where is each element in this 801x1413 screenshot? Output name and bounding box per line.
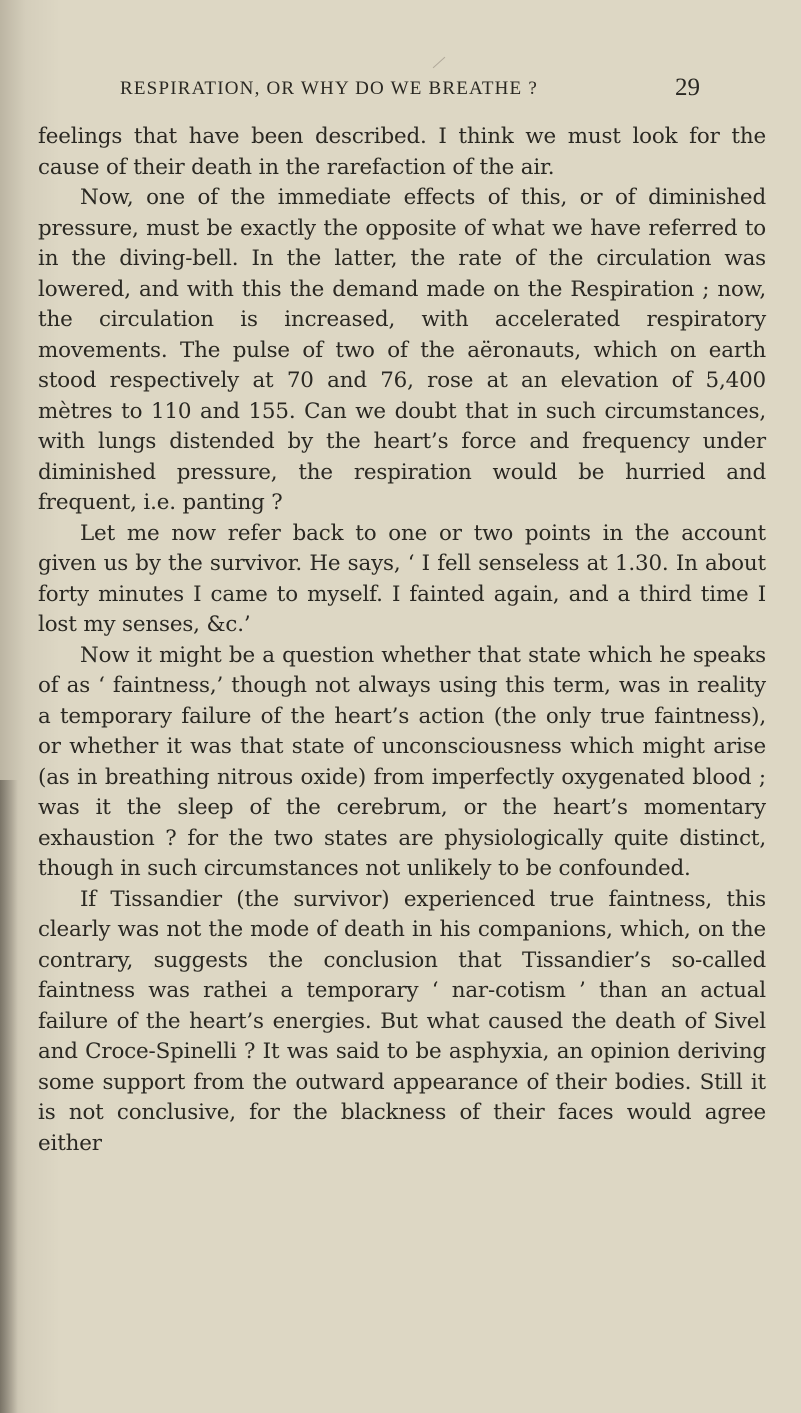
paper-mark (433, 57, 446, 68)
binding-edge-shadow (0, 780, 18, 1413)
page-number: 29 (675, 74, 700, 101)
running-title: RESPIRATION, OR WHY DO WE BREATHE ? (120, 78, 538, 99)
running-header (120, 74, 700, 108)
paragraph: Now, one of the immediate effects of this, or of diminished pressure, must be exactly the opposite of what we have referred to in the diving-bell. In the latter, the rate of the circulation was lowered, and with this the demand made on the Respiration ; now, the circulation is increased, with accelerated respiratory movements. The pulse of two of the aëronauts, which on earth stood respectively at 70 and 76, rose at an elevation of 5,400 mètres to 110 and 155. Can we doubt that in such circumstances, with lungs distended by the heart’s force and frequency under diminished pressure, the respiration would be hurried and frequent, i.e. panting ? (38, 185, 766, 515)
paragraph: feelings that have been described. I think we must look for the cause of their death in the rarefaction of the air. (38, 124, 766, 180)
paragraph: Now it might be a question whether that state which he speaks of as ‘ faintness,’ though not always using this term, was in reality a temporary failure of the heart’s action (the only true faintness), or whether it was that state of unconsciousness which might arise (as in breathing nitrous oxide) from imperfectly oxygenated blood ; was it the sleep of the cerebrum, or the heart’s momentary exhaustion ? for the two states are physiologically quite distinct, though in such circumstances not unlikely to be confounded. (38, 642, 766, 881)
paragraph: If Tissandier (the survivor) experienced true faintness, this clearly was not the mode of death in his companions, which, on the contrary, suggests the conclusion that Tissandier’s so-called faintness was rathei a temporary ‘ nar-cotism ’ than an actual failure of the heart’s energies. But what caused the death of Sivel and Croce-Spinelli ? It was said to be asphyxia, an opinion deriving some support from the outward appearance of their bodies. Still it is not conclusive, for the blackness of their faces would agree either (38, 886, 766, 1156)
paragraph: Let me now refer back to one or two points in the account given us by the survivor. He says, ‘ I fell senseless at 1.30. In about forty minutes I came to myself. I fainted again, and a third time I lost my senses, &c.’ (38, 520, 766, 637)
body-text (38, 122, 766, 1159)
